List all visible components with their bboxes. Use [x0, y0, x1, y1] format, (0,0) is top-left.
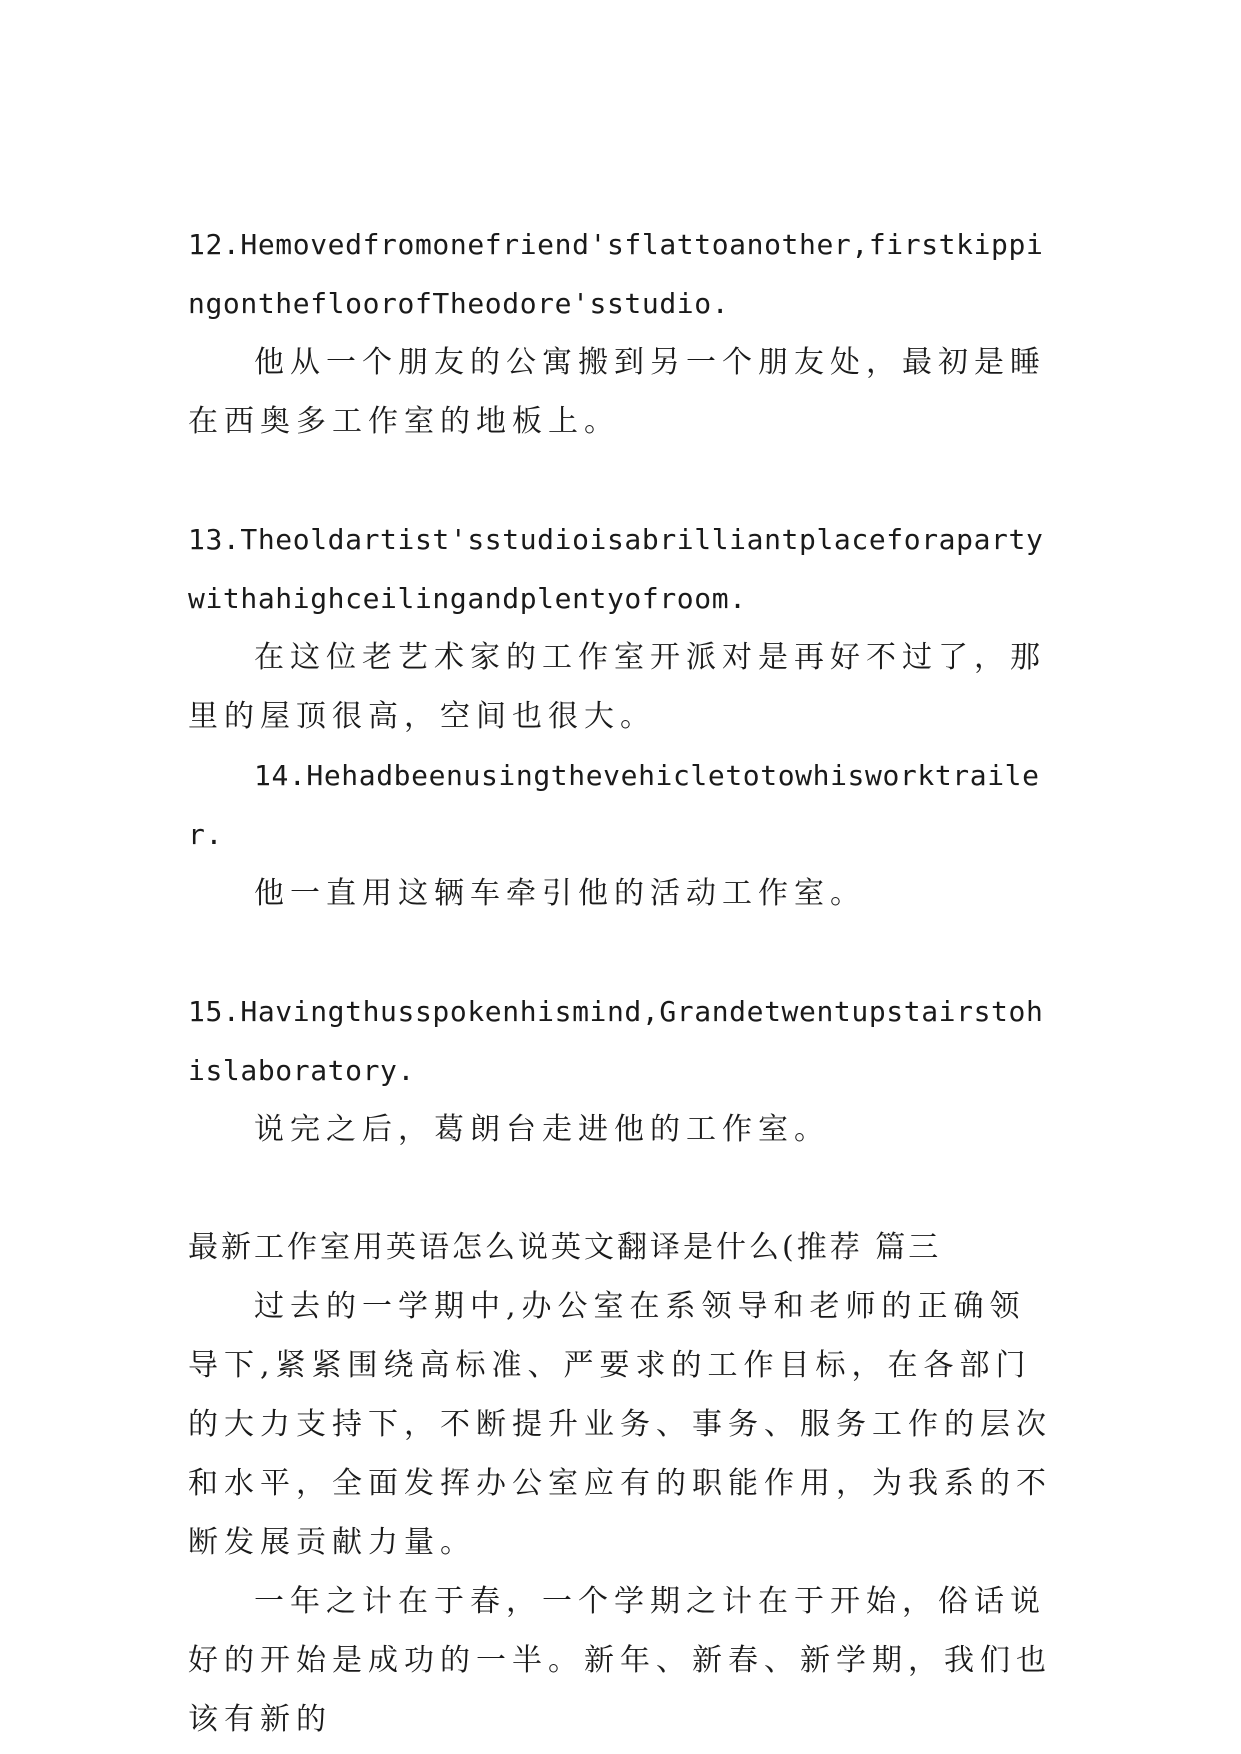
sentence-15-chinese: 说完之后，葛朗台走进他的工作室。 [254, 1112, 830, 1147]
body-paragraph-2: 一年之计在于春，一个学期之计在于开始，俗话说好的开始是成功的一半。新年、新春、新学期，我们也该有新的 [188, 1584, 1052, 1737]
section-heading: 最新工作室用英语怎么说英文翻译是什么(推荐 篇三 [188, 1230, 942, 1265]
sentence-15-english: 15.Havingthusspokenhismind,Grandetwentupstairstohislaboratory. [188, 995, 1044, 1087]
sentence-14-chinese: 他一直用这辆车牵引他的活动工作室。 [254, 876, 866, 911]
spacer [188, 923, 1058, 982]
sentence-13-english: 13.Theoldartist'sstudioisabrilliantplaceforapartywithahighceilingandplentyofroom. [188, 523, 1044, 615]
spacer [188, 451, 1058, 510]
sentence-12-chinese: 他从一个朋友的公寓搬到另一个朋友处，最初是睡在西奥多工作室的地板上。 [188, 345, 1046, 439]
sentence-13-chinese: 在这位老艺术家的工作室开派对是再好不过了，那里的屋顶很高，空间也很大。 [188, 640, 1046, 734]
body-paragraph-1: 过去的一学期中,办公室在系领导和老师的正确领导下,紧紧围绕高标准、严要求的工作目标，在各部门的大力支持下，不断提升业务、事务、服务工作的层次和水平，全面发挥办公室应有的职能作用，为我系的不断发展贡献力量。 [188, 1289, 1052, 1560]
document-page [188, 215, 1058, 1749]
sentence-12-english: 12.Hemovedfromonefriend'sflattoanother,firstkippingonthefloorofTheodore'sstudio. [188, 228, 1044, 320]
sentence-14-english: 14.Hehadbeenusingthevehicletotowhisworktrailer. [188, 759, 1040, 851]
spacer [188, 1159, 1058, 1218]
